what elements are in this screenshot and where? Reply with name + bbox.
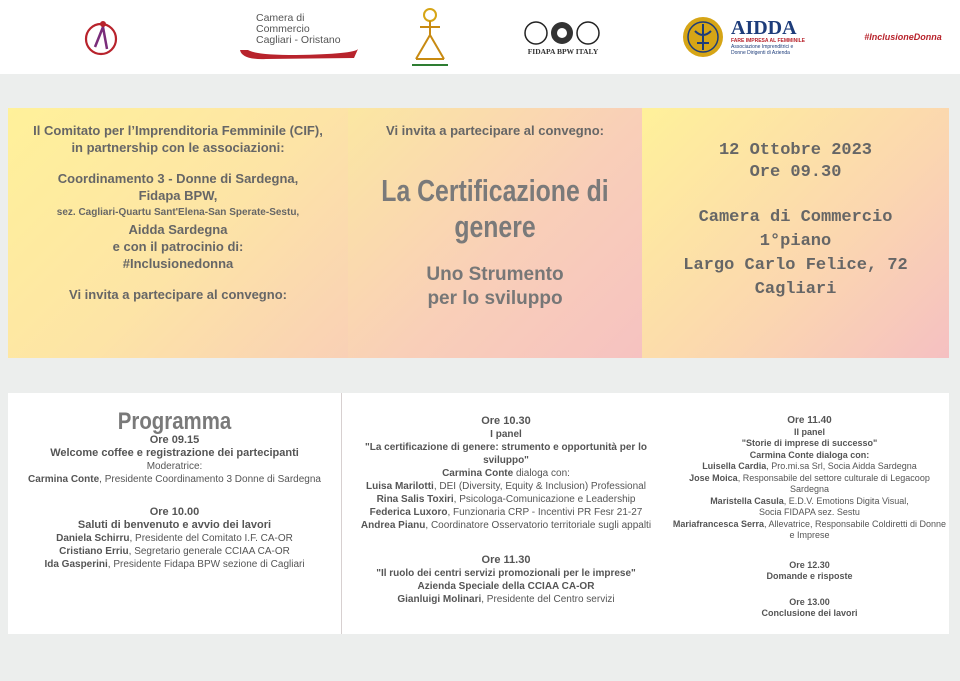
session-time: Ore 13.00 (789, 596, 830, 607)
speaker-name: Ida Gasperini (44, 559, 108, 570)
moderator-label: Moderatrice: (146, 461, 203, 472)
partner-line-4: Aidda Sardegna (128, 222, 228, 237)
aidda-sub2: Associazione Imprenditrici e (731, 44, 794, 50)
speaker-role: , Psicologa-Comunicazione e Leadership (453, 494, 636, 505)
program-card (8, 393, 341, 634)
speaker-role-cont: e Imprese (789, 530, 830, 540)
chamber-swoosh (236, 46, 360, 62)
fidapa-text: FIDAPA BPW ITALY (527, 46, 599, 56)
chamber-logo (236, 0, 360, 74)
logo-strip (0, 0, 960, 74)
speaker-name: Cristiano Erriu (59, 546, 129, 557)
event-date: 12 Ottobre 2023 (718, 141, 873, 160)
venue-line-4: Cagliari (754, 280, 837, 299)
panel-title: "Storie di imprese di successo" (741, 438, 878, 448)
speaker-name: Jose Moica (689, 472, 738, 483)
inclusione-donna-logo (858, 0, 948, 74)
speaker-name: Mariafrancesca Serra (672, 518, 764, 529)
speaker-name: Luisella Cardia (702, 461, 767, 471)
moderator-name: Carmina Conte (442, 468, 514, 479)
event-time: Ore 09.30 (749, 163, 842, 182)
event-title-2: genere (454, 209, 536, 244)
cif-line-2: in partnership con le associazioni: (71, 140, 285, 155)
speaker-role: , Pro.mi.sa Srl, Socia Aidda Sardegna (766, 461, 917, 471)
speaker-role: , Coordinatore Osservatorio territoriale sugli appalti (425, 520, 652, 531)
speaker-name: Daniela Schirru (56, 533, 130, 544)
session-time: Ore 10.30 (481, 415, 531, 427)
event-subtitle-2: per lo sviluppo (427, 288, 563, 309)
session-time: Ore 09.15 (149, 434, 200, 446)
speaker-role: , Funzionaria CRP - Incentivi PR Fesr 21-27 (447, 507, 643, 518)
title-panel (348, 108, 642, 358)
event-title-1: La Certificazione di (381, 173, 609, 208)
session-time: Ore 11.30 (481, 554, 531, 566)
aidda-logo (678, 0, 808, 74)
speaker-name: Andrea Pianu (360, 520, 426, 531)
panel-label: II panel (793, 426, 825, 437)
speaker-role: , Presidente Coordinamento 3 Donne di Sardegna (99, 474, 321, 485)
partner-line-2: Fidapa BPW, (138, 188, 218, 203)
hashtag: #InclusioneDonna (864, 32, 942, 42)
panel-title-2: sviluppo" (483, 455, 529, 466)
speaker-name: Gianluigi Molinari (397, 594, 482, 605)
venue-line-1: Camera di Commercio (698, 208, 893, 227)
venue-line-3: Largo Carlo Felice, 72 (683, 256, 908, 275)
moderator-text: dialoga con: (513, 468, 570, 479)
speaker-role: , Segretario generale CCIAA CA-OR (128, 546, 290, 557)
event-subtitle-1: Uno Strumento (426, 264, 564, 285)
session-time: Ore 11.40 (787, 415, 832, 426)
partner-line-1: Coordinamento 3 - Donne di Sardegna, (57, 171, 299, 186)
session-time: Ore 12.30 (789, 559, 830, 570)
session-time: Ore 10.00 (149, 506, 200, 518)
program-title: Programma (117, 408, 232, 435)
speaker-role: , Presidente del Centro servizi (481, 594, 615, 605)
moderator-line: Carmina Conte dialoga con: (749, 449, 870, 460)
session-title: Welcome coffee e registrazione dei partecipanti (50, 447, 299, 459)
speaker-role: , DEI (Diversity, Equity & Inclusion) Professional (433, 481, 646, 492)
speaker-role-cont: Socia FIDAPA sez. Sestu (759, 507, 860, 517)
cif-line-1: Il Comitato per l’Imprenditoria Femminile (CIF), (33, 123, 323, 138)
chamber-name: Camera di Commercio (256, 11, 310, 35)
session-title: Conclusione dei lavori (761, 608, 858, 618)
speaker-role: , E.D.V. Emotions Digita Visual, (783, 495, 909, 506)
panel-two-card (670, 393, 949, 634)
session-title: Saluti di benvenuto e avvio dei lavori (77, 519, 272, 531)
speaker-name: Federica Luxoro (369, 507, 448, 518)
speaker-role: , Responsabile del settore culturale di Legacoop Sardegna (737, 472, 930, 494)
speaker-name: Maristella Casula (710, 495, 784, 506)
speaker-name: Carmina Conte (28, 474, 100, 485)
invite-line: Vi invita a partecipare al convegno: (69, 287, 287, 302)
chamber-city: Cagliari - Oristano (256, 33, 341, 46)
invite-text: Vi invita a partecipare al convegno: (386, 123, 604, 138)
speaker-name: Luisa Marilotti (366, 481, 434, 492)
speaker-role: , Presidente del Comitato I.F. CA-OR (129, 533, 293, 544)
cif-logo (78, 0, 124, 74)
session-title: "Il ruolo dei centri servizi promozionali per le imprese" (376, 568, 636, 579)
speaker-role: , Allevatrice, Responsabile Coldiretti di Donne (763, 518, 947, 529)
aidda-sub3: Donne Dirigenti di Azienda (731, 50, 790, 56)
invitation-panel (8, 108, 348, 358)
panel-label: I panel (490, 429, 522, 440)
panel-title-1: "La certificazione di genere: strumento e opportunità per lo (364, 442, 647, 453)
fidapa-logo (520, 0, 606, 74)
hashtag-line: #Inclusionedonna (122, 256, 234, 271)
speaker-role: , Presidente Fidapa BPW sezione di Cagliari (107, 559, 305, 570)
partner-line-3: sez. Cagliari-Quartu Sant'Elena-San Sperate-Sestu, (56, 207, 300, 218)
venue-line-2: 1°piano (759, 232, 832, 251)
patronage-line: e con il patrocinio di: (112, 239, 244, 254)
aidda-name: AIDDA (731, 17, 797, 39)
coordinamento-logo (396, 0, 464, 74)
aidda-sub1: FARE IMPRESA AL FEMMINILE (731, 38, 805, 44)
aidda-emblem (681, 15, 725, 59)
panel-one-card (341, 393, 670, 634)
speaker-name: Rina Salis Toxiri (376, 494, 454, 505)
date-venue-panel (642, 108, 949, 358)
session-org: Azienda Speciale della CCIAA CA-OR (417, 581, 595, 592)
session-title: Domande e risposte (766, 571, 853, 581)
